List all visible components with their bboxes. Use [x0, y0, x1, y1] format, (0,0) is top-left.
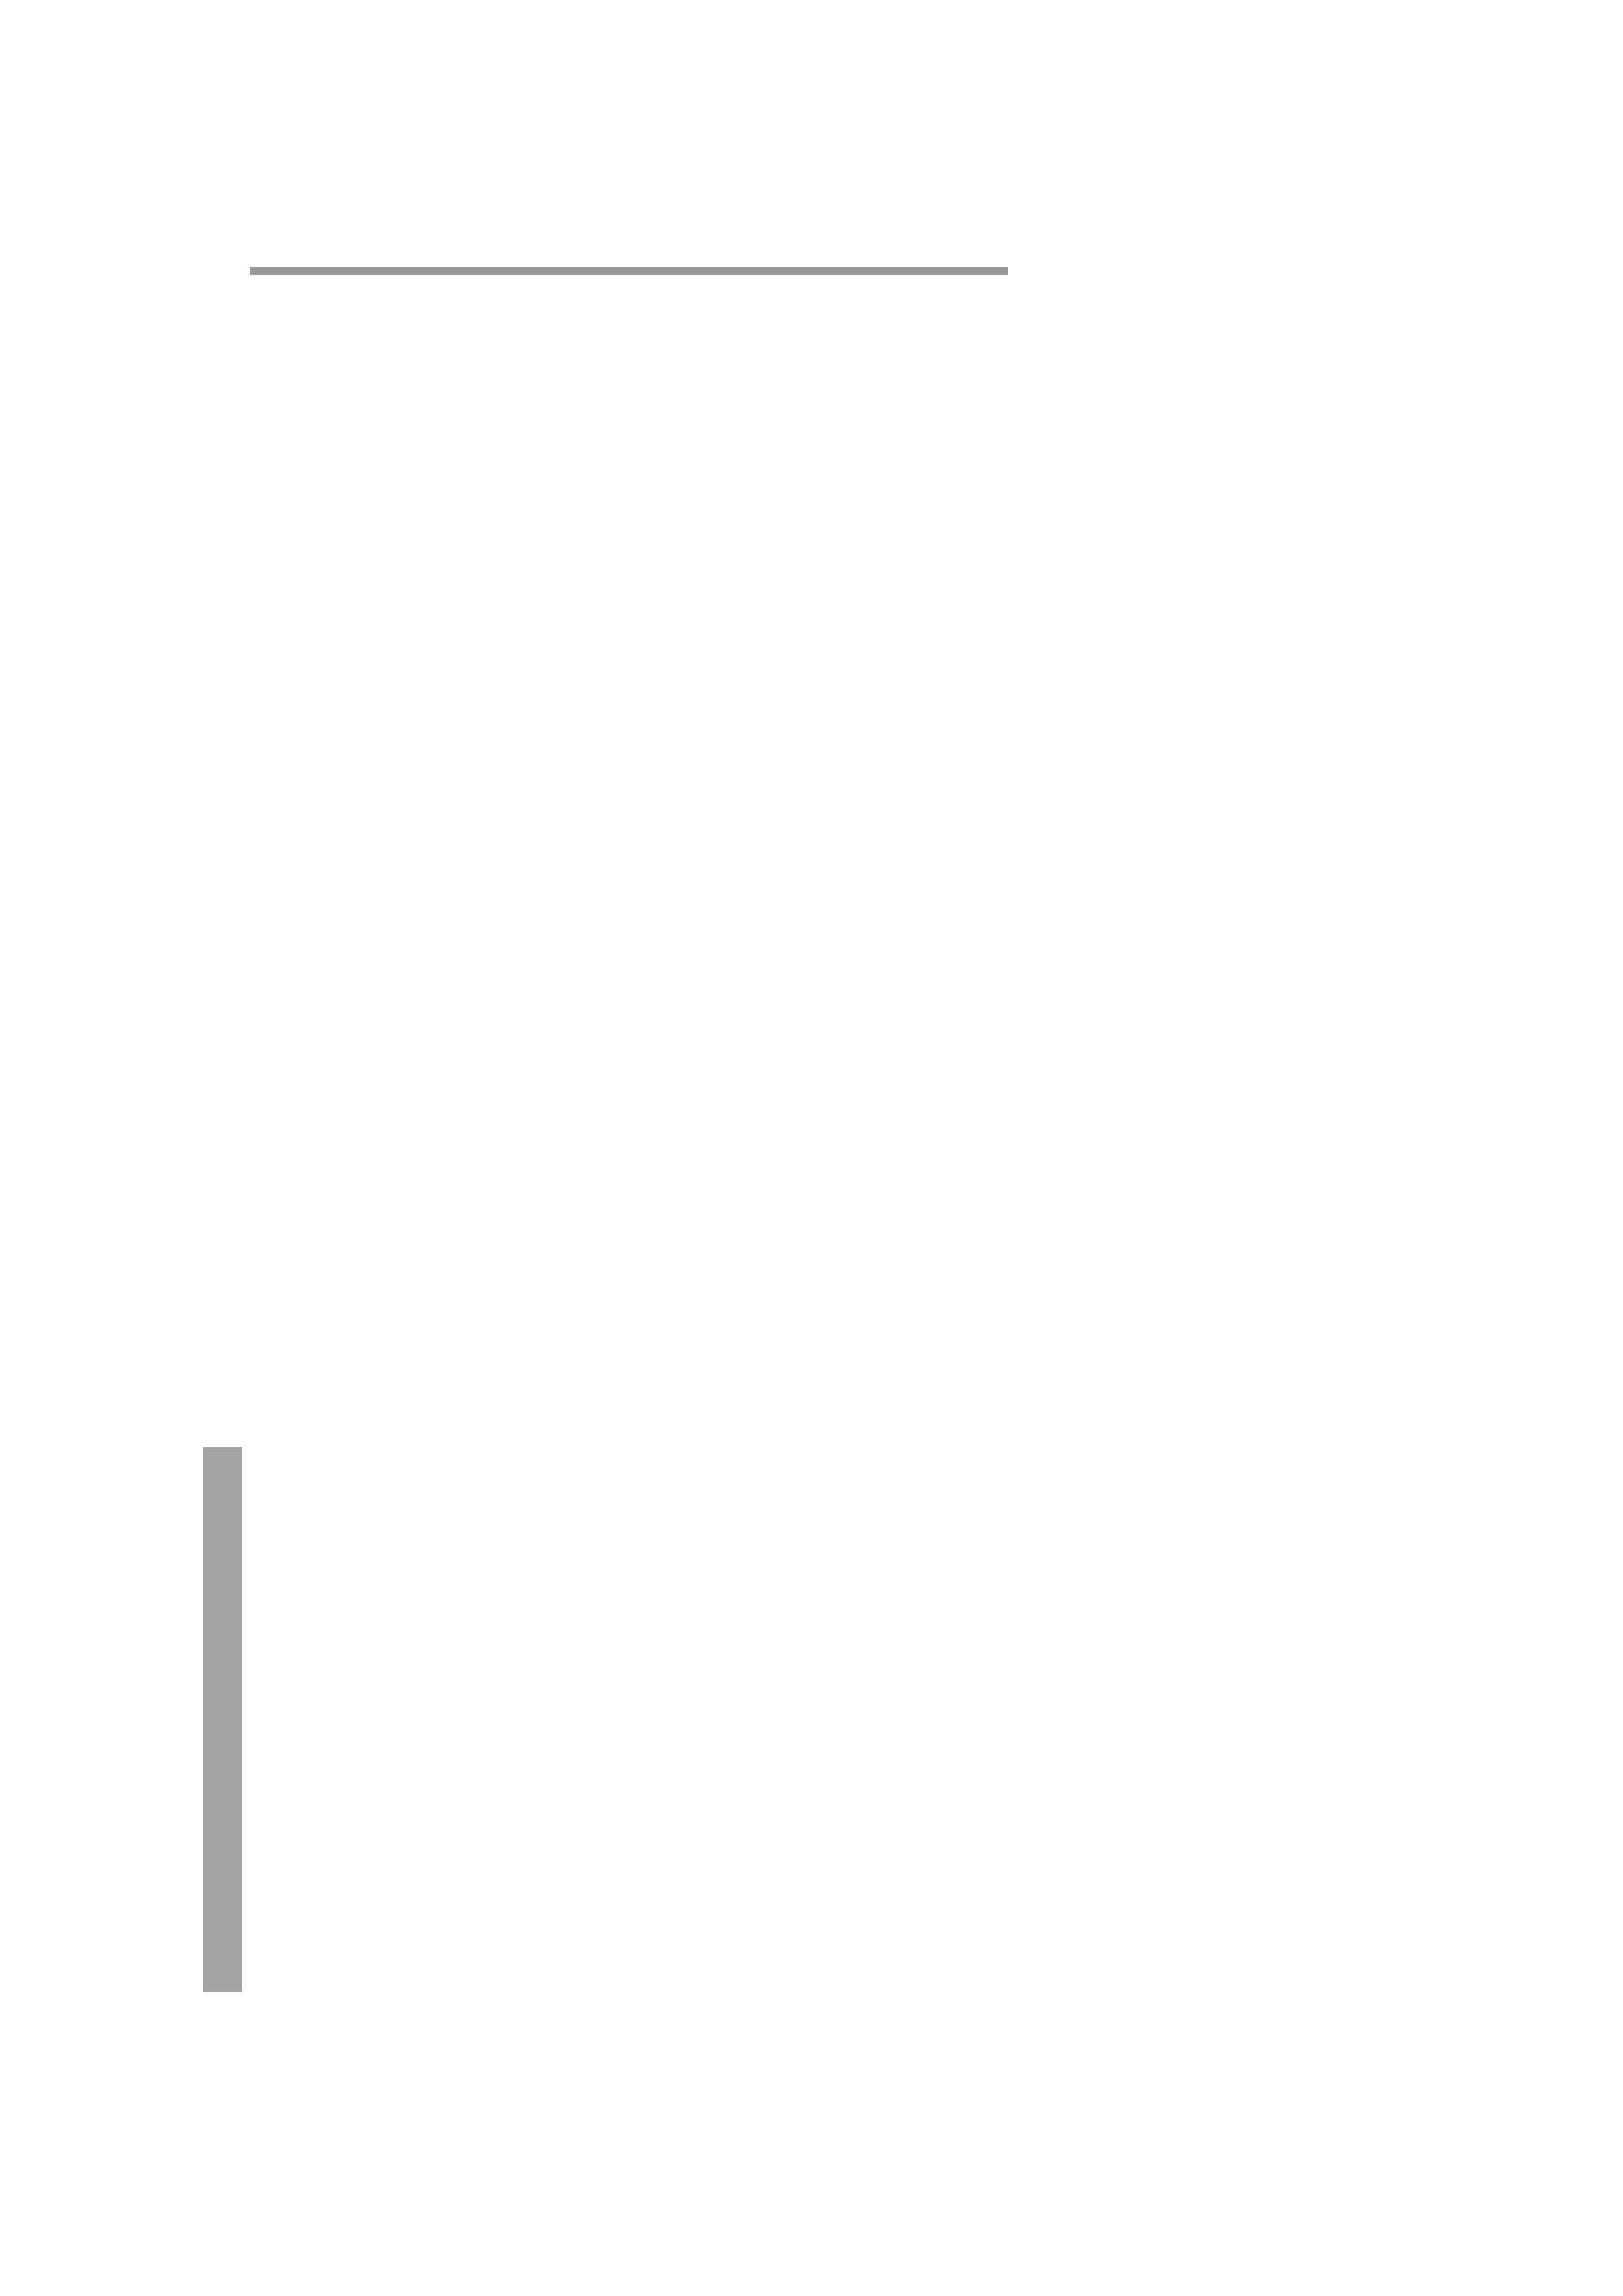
header-rule — [250, 267, 1008, 275]
code-listing — [315, 1489, 1346, 1494]
code-listing-bar — [203, 1447, 242, 1992]
body-text — [254, 317, 1382, 333]
